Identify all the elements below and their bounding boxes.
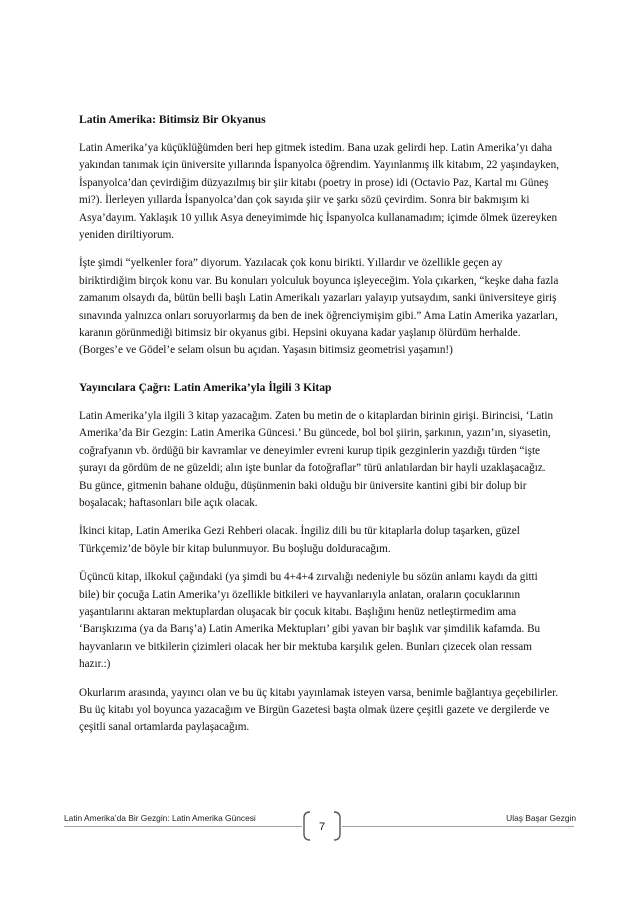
footer-book-title: Latin Amerika’da Bir Gezgin: Latin Amerika Güncesi [64, 813, 256, 823]
footer-author: Ulaş Başar Gezgin [506, 813, 576, 823]
paragraph: İşte şimdi “yelkenler fora” diyorum. Yazılacak çok konu birikti. Yıllardır ve özellikle geçen ay biriktirdiğim birçok konu var. Bu konuları yolculuk boyunca işleyeceğim. Yola çıkarken, “keşke daha fazla zamanım olsaydı da, bütün belli başlı Latin Amerikalı yazarları yalayıp yutsaydım, sanki üniversiteye giriş sınavında yalnızca onları soruyorlarmış da ben de inek öğrenciymişim gibi.” Ama Latin Amerika yazarları, karanın görünmediği bitimsiz bir okyanus gibi. Hepsini okuyana kadar yaşlanıp ölürdüm herhalde. (Borges’e ve Gödel’e selam olsun bu açıdan. Yaşasın bitimsiz geometrisi yaşamın!) [79, 257, 559, 357]
paragraph: İkinci kitap, Latin Amerika Gezi Rehberi olacak. İngiliz dili bu tür kitaplarla dolup taşarken, güzel Türkçemiz’de böyle bir kitap bulunmuyor. Bu boşluğu dolduracağım. [79, 525, 520, 555]
section-heading: Yayıncılara Çağrı: Latin Amerika’yla İlgili 3 Kitap [79, 380, 332, 394]
paragraph: Üçüncü kitap, ilkokul çağındaki (ya şimdi bu 4+4+4 zırvalığı nedeniyle bu sözün anlamı kaydı da gitti bile) bir çocuğa Latin Amerika’yı özellikle bitkileri ve hayvanlarıyla anlatan, oraların çocuklarının yaşantılarını aktaran mektuplardan oluşacak bir çocuk kitabı. Başlığını henüz netleştirmedim ama ‘Barışkızıma (ya da Barış’a) Latin Amerika Mektupları’ gibi yavan bir başlık var şimdilik kafamda. Bu hayvanların ve bitkilerin çizimleri olacak her bir mektuba karşılık gelen. Bunları çizecek olan ressam hazır.:) [79, 571, 541, 671]
paragraph: Okurlarım arasında, yayıncı olan ve bu üç kitabı yayınlamak isteyen varsa, benimle bağlantıya geçebilirler. Bu üç kitabı yol boyunca yazacağım ve Birgün Gazetesi başta olmak üzere çeşitli gazete ve dergilerde ve çeşitli sanal ortamlarda paylaşacağım. [79, 686, 559, 734]
paragraph: Latin Amerika’yla ilgili 3 kitap yazacağım. Zaten bu metin de o kitaplardan birinin girişi. Birincisi, ‘Latin Amerika’da Bir Gezgin: Latin Amerika Güncesi.’ Bu güncede, bol bol şiirin, şarkının, yazın’ın, siyasetin, coğrafyanın vb. ördüğü bir kavramlar ve deneyimler evreni kurup tipik gezginlerin yazdığı türden “işte şurayı da gördüm de ne güzeldi; alın işte bunlar da fotoğraflar” türü anlatılardan bir hayli uzaklaşacağız. Bu günce, gitmenin bahane olduğu, düşünmenin baki olduğu bir üniversite kantini gibi bir dolup bir boşalacak; haftasonları bile açık olacak. [79, 409, 554, 509]
paragraph: Latin Amerika’ya küçüklüğümden beri hep gitmek istedim. Bana uzak gelirdi hep. Latin Amerika’yı daha yakından tanımak için üniversite yıllarında İspanyolca öğrendim. Yayınlanmış ilk kitabım, 22 yaşındayken, İspanyolca’dan çevirdiğim düzyazılmış bir şiir kitabı (poetry in prose) idi (Octavio Paz, Kartal mı Güneş mi?). İlerleyen yıllarda İspanyolca’dan çok sayıda şiir ve şarkı sözü çevirdim. Sonra bir bakmışım ki Asya’dayım. Yaklaşık 10 yıllık Asya deneyimimde hiç İspanyolca kullanamadım; içimde ölmek üzereyken yeniden diriltiyorum. [79, 142, 560, 242]
page-content [79, 112, 561, 748]
footer-divider [64, 826, 302, 827]
footer-divider [342, 826, 574, 827]
section-heading: Latin Amerika: Bitimsiz Bir Okyanus [79, 113, 266, 126]
page-number: 7 [318, 821, 326, 833]
